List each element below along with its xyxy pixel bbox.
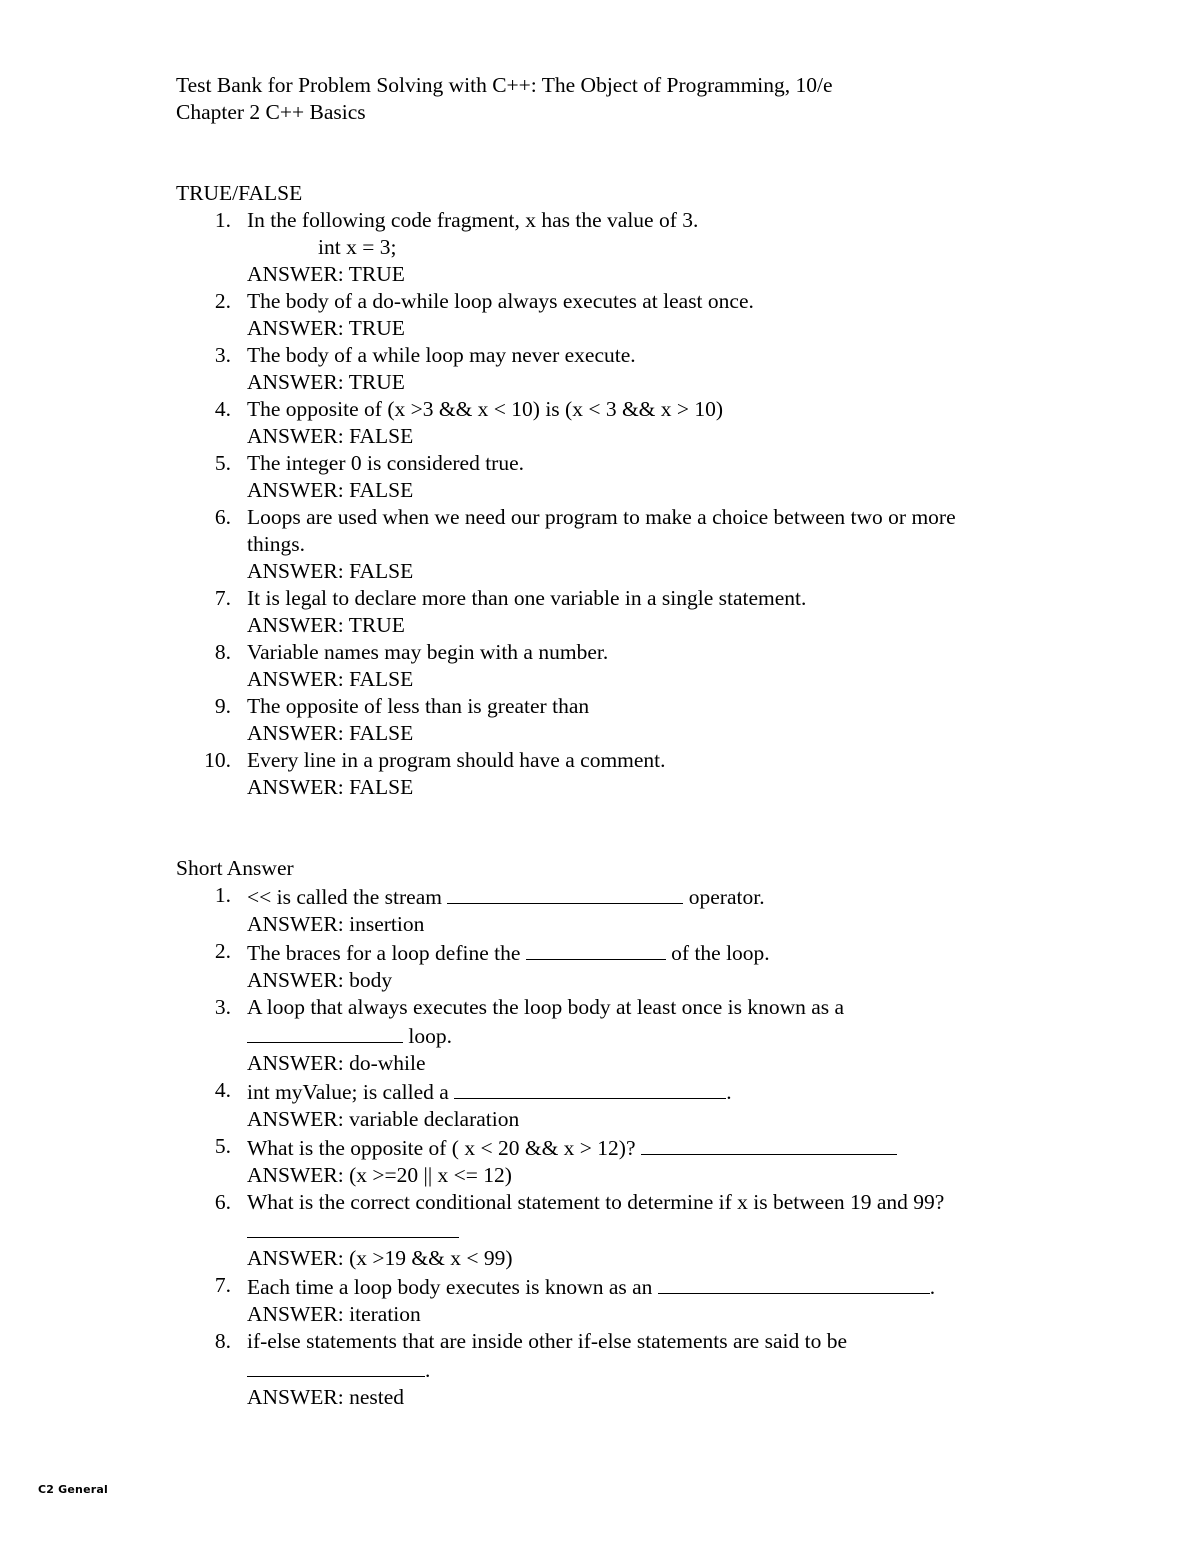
item-number: 9 . <box>176 693 231 720</box>
answer-text: ANSWER: body <box>247 968 393 992</box>
list-item <box>176 747 1076 801</box>
question-text: The body of a do-while loop always executes at least once. <box>247 289 754 313</box>
item-number: 8 . <box>176 1328 231 1355</box>
true-false-heading: TRUE/FALSE <box>176 181 303 205</box>
answer-text: ANSWER: FALSE <box>247 667 414 691</box>
question-text-continued <box>247 1355 1076 1384</box>
list-item <box>176 396 1076 450</box>
question-text <box>247 882 1076 911</box>
item-number: 6 . <box>176 1189 231 1216</box>
question-text <box>247 1077 1076 1106</box>
question-text: Every line in a program should have a comment. <box>247 748 666 772</box>
question-text <box>247 938 1076 967</box>
answer-text: ANSWER: nested <box>247 1385 405 1409</box>
item-number: 7 . <box>176 1272 231 1299</box>
question-text-continued <box>247 1021 1076 1050</box>
question-text <box>247 1272 1076 1301</box>
list-item <box>176 639 1076 693</box>
question-text-start: What is the opposite of ( x < 20 && x > 12)? <box>247 1136 641 1160</box>
list-item <box>176 342 1076 396</box>
list-item <box>176 1189 1076 1272</box>
question-text-end: loop. <box>403 1024 452 1048</box>
answer-text: ANSWER: TRUE <box>247 613 405 637</box>
item-number: 6 . <box>176 504 231 531</box>
answer-text: ANSWER: FALSE <box>247 775 414 799</box>
list-item <box>176 288 1076 342</box>
answer-blank <box>526 938 666 960</box>
document-title: Test Bank for Problem Solving with C++: The Object of Programming, 10/e <box>176 73 833 97</box>
answer-text: ANSWER: TRUE <box>247 370 405 394</box>
item-number: 8 . <box>176 639 231 666</box>
answer-blank <box>454 1077 726 1099</box>
question-text: The opposite of (x >3 && x < 10) is (x < 3 && x > 10) <box>247 397 724 421</box>
item-number: 1 . <box>176 207 231 234</box>
question-text: The integer 0 is considered true. <box>247 451 525 475</box>
answer-text: ANSWER: (x >19 && x < 99) <box>247 1246 513 1270</box>
answer-text: ANSWER: FALSE <box>247 424 414 448</box>
answer-blank <box>247 1216 459 1238</box>
answer-blank <box>247 1355 425 1377</box>
question-text-continued <box>247 1216 1076 1245</box>
answer-blank <box>641 1133 897 1155</box>
answer-blank <box>447 882 683 904</box>
answer-text: ANSWER: insertion <box>247 912 425 936</box>
short-answer-heading: Short Answer <box>176 856 294 880</box>
answer-blank <box>247 1021 403 1043</box>
item-number: 5 . <box>176 1133 231 1160</box>
question-text: The body of a while loop may never execute. <box>247 343 636 367</box>
item-number: 3 . <box>176 994 231 1021</box>
list-item <box>176 585 1076 639</box>
question-text-continued: things. <box>247 532 305 556</box>
question-text: A loop that always executes the loop body at least once is known as a <box>247 995 845 1019</box>
answer-text: ANSWER: (x >=20 || x <= 12) <box>247 1163 512 1187</box>
short-answer-list <box>176 882 1076 1411</box>
chapter-title: Chapter 2 C++ Basics <box>176 100 366 124</box>
question-text-start: << is called the stream <box>247 885 448 909</box>
question-text: if-else statements that are inside other if-else statements are said to be <box>247 1329 847 1353</box>
true-false-list <box>176 207 1076 801</box>
question-text-start: Each time a loop body executes is known as an <box>247 1275 658 1299</box>
item-number: 10 . <box>176 747 231 774</box>
item-number: 5 . <box>176 450 231 477</box>
answer-text: ANSWER: TRUE <box>247 316 405 340</box>
answer-text: ANSWER: FALSE <box>247 721 414 745</box>
sensitivity-label: C2 General <box>38 1483 108 1496</box>
question-text-end: . <box>425 1358 431 1382</box>
item-number: 1 . <box>176 882 231 909</box>
item-number: 3 . <box>176 342 231 369</box>
question-text: Loops are used when we need our program to make a choice between two or more <box>247 505 956 529</box>
question-text: Variable names may begin with a number. <box>247 640 609 664</box>
list-item <box>176 207 1076 288</box>
question-text-end: of the loop. <box>665 941 770 965</box>
question-text <box>247 1133 1076 1162</box>
list-item <box>176 1133 1076 1189</box>
code-snippet: int x = 3; <box>318 235 397 259</box>
answer-text: ANSWER: iteration <box>247 1302 421 1326</box>
answer-text: ANSWER: variable declaration <box>247 1107 520 1131</box>
answer-text: ANSWER: do-while <box>247 1051 426 1075</box>
answer-text: ANSWER: FALSE <box>247 559 414 583</box>
list-item <box>176 1077 1076 1133</box>
list-item <box>176 1328 1076 1411</box>
question-text: In the following code fragment, x has the value of 3. <box>247 208 699 232</box>
list-item <box>176 504 1076 585</box>
list-item <box>176 994 1076 1077</box>
list-item <box>176 450 1076 504</box>
item-number: 4 . <box>176 396 231 423</box>
answer-blank <box>658 1272 930 1294</box>
question-text: The opposite of less than is greater than <box>247 694 590 718</box>
list-item <box>176 882 1076 938</box>
question-text-start: int myValue; is called a <box>247 1080 455 1104</box>
list-item <box>176 693 1076 747</box>
answer-text: ANSWER: FALSE <box>247 478 414 502</box>
item-number: 4 . <box>176 1077 231 1104</box>
question-text-end: . <box>726 1080 732 1104</box>
question-text: It is legal to declare more than one variable in a single statement. <box>247 586 807 610</box>
answer-text: ANSWER: TRUE <box>247 262 405 286</box>
question-text-end: operator. <box>683 885 765 909</box>
question-text-end: . <box>929 1275 936 1299</box>
document-page <box>176 72 1076 1411</box>
item-number: 2 . <box>176 288 231 315</box>
list-item <box>176 938 1076 994</box>
list-item <box>176 1272 1076 1328</box>
item-number: 7 . <box>176 585 231 612</box>
item-number: 2 . <box>176 938 231 965</box>
question-text: What is the correct conditional statement to determine if x is between 19 and 99? <box>247 1190 945 1214</box>
question-text-start: The braces for a loop define the <box>247 941 526 965</box>
